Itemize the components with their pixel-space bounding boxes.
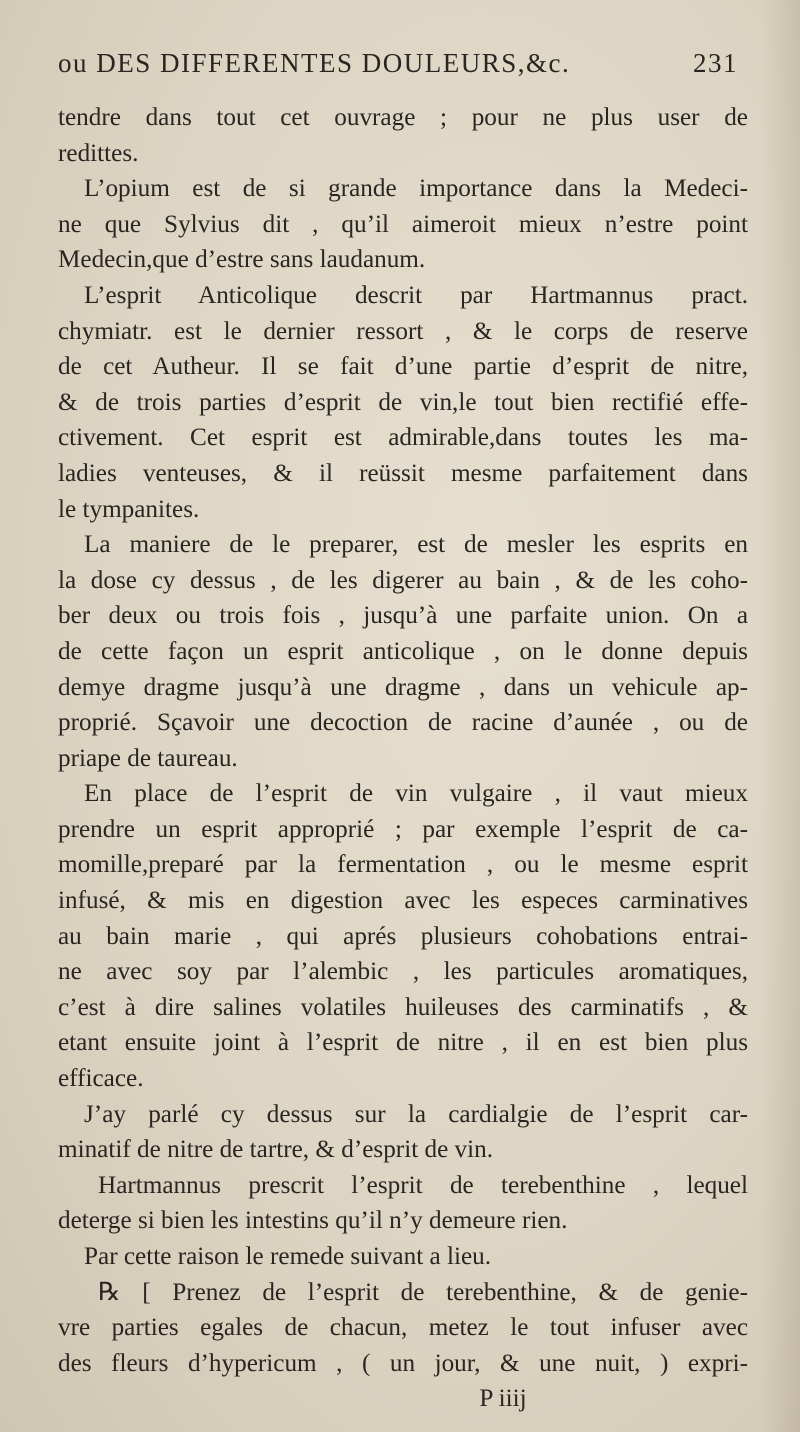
- text-line: vre parties egales de chacun, metez le tout infuser avec: [58, 1314, 748, 1342]
- text-line: des fleurs d’hypericum , ( un jour, & une nuit, ) expri-: [58, 1349, 748, 1377]
- text-line: L’opium est de si grande importance dans la Medeci-: [84, 175, 748, 203]
- text-line: Medecin,que d’estre sans laudanum.: [58, 246, 426, 274]
- text-line: L’esprit Anticolique descrit par Hartmannus pract.: [84, 281, 748, 309]
- text-line: ℞ [ Prenez de l’esprit de terebenthine, & de genie-: [98, 1278, 748, 1306]
- text-line: chymiatr. est le dernier ressort , & le corps de reserve: [58, 317, 748, 345]
- text-line: redittes.: [58, 139, 139, 167]
- text-line: La maniere de le preparer, est de mesler les esprits en: [84, 531, 748, 559]
- text-line: de cette façon un esprit anticolique , on le donne depuis: [58, 637, 748, 665]
- text-line: infusé, & mis en digestion avec les especes carminatives: [58, 887, 748, 915]
- text-line: priape de taureau.: [58, 744, 238, 772]
- text-line: proprié. Sçavoir une decoction de racine d’aunée , ou de: [58, 709, 748, 737]
- text-line: Hartmannus prescrit l’esprit de terebenthine , lequel: [98, 1171, 748, 1199]
- text-line: c’est à dire salines volatiles huileuses des carminatifs , &: [58, 993, 748, 1021]
- text-line: ne que Sylvius dit , qu’il aimeroit mieux n’estre point: [58, 210, 748, 238]
- text-line: la dose cy dessus , de les digerer au bain , & de les coho-: [58, 566, 748, 594]
- text-line: & de trois parties d’esprit de vin,le tout bien rectifié effe-: [58, 388, 748, 416]
- text-line: ne avec soy par l’alembic , les particules aromatiques,: [58, 958, 748, 986]
- text-line: En place de l’esprit de vin vulgaire , il vaut mieux: [84, 780, 748, 808]
- text-line: le tympanites.: [58, 495, 200, 523]
- text-line: ctivement. Cet esprit est admirable,dans toutes les ma-: [58, 424, 748, 452]
- body-text: [58, 100, 748, 1417]
- text-line: au bain marie , qui aprés plusieurs cohobations entrai-: [58, 922, 748, 950]
- text-line: J’ay parlé cy dessus sur la cardialgie de l’esprit car-: [84, 1100, 748, 1128]
- text-line: de cet Autheur. Il se fait d’une partie d’esprit de nitre,: [58, 353, 748, 381]
- text-line: efficace.: [58, 1065, 144, 1093]
- text-line: Par cette raison le remede suivant a lieu.: [84, 1243, 492, 1270]
- text-line: etant ensuite joint à l’esprit de nitre , il en est bien plus: [58, 1029, 748, 1057]
- text-line: ladies venteuses, & il reüssit mesme parfaitement dans: [58, 459, 748, 487]
- signature-mark: P iiij: [479, 1385, 527, 1413]
- running-head: [58, 50, 738, 77]
- text-line: minatif de nitre de tartre, & d’esprit de vin.: [58, 1136, 494, 1164]
- text-line: tendre dans tout cet ouvrage ; pour ne plus user de: [58, 104, 748, 131]
- text-line: momille,preparé par la fermentation , ou le mesme esprit: [58, 851, 748, 879]
- text-line: ber deux ou trois fois , jusqu’à une parfaite union. On a: [58, 602, 748, 630]
- text-line: demye dragme jusqu’à une dragme , dans un vehicule ap-: [58, 673, 748, 701]
- text-line: deterge si bien les intestins qu’il n’y demeure rien.: [58, 1207, 568, 1235]
- running-title: ou DES DIFFERENTES DOULEURS,&c.: [58, 48, 571, 78]
- page-number: 231: [693, 48, 738, 78]
- text-line: prendre un esprit approprié ; par exemple l’esprit de ca-: [58, 815, 748, 843]
